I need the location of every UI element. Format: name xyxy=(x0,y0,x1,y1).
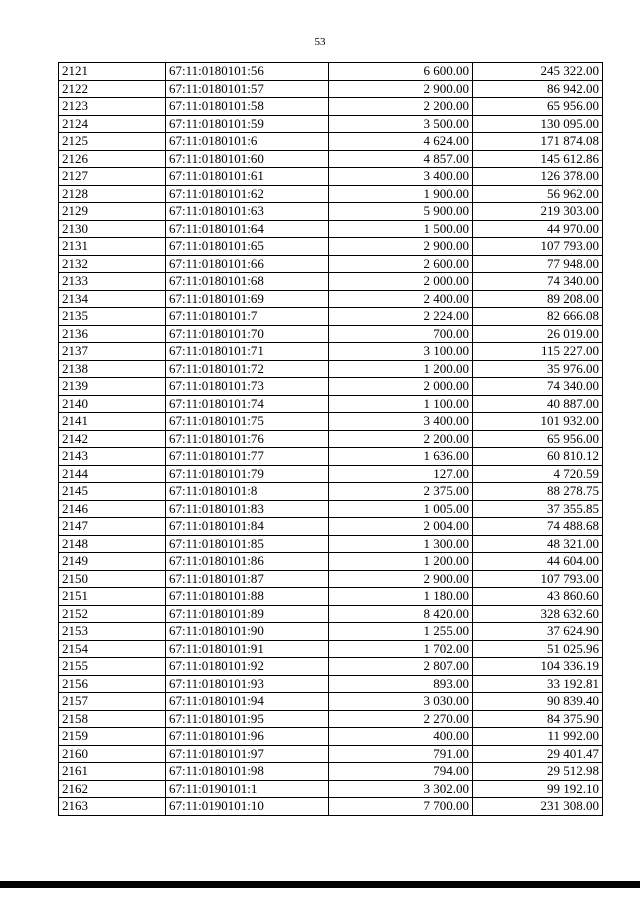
table-row xyxy=(59,150,603,168)
cadastral-number-cell: 67:11:0180101:79 xyxy=(166,465,329,483)
table-row xyxy=(59,640,603,658)
area-cell: 4 624.00 xyxy=(329,133,473,151)
area-cell: 7 700.00 xyxy=(329,798,473,816)
area-cell: 3 030.00 xyxy=(329,693,473,711)
row-index-cell: 2160 xyxy=(59,745,166,763)
value-cell: 104 336.19 xyxy=(473,658,603,676)
row-index-cell: 2127 xyxy=(59,168,166,186)
table-row xyxy=(59,745,603,763)
row-index-cell: 2146 xyxy=(59,500,166,518)
value-cell: 4 720.59 xyxy=(473,465,603,483)
area-cell: 2 200.00 xyxy=(329,98,473,116)
row-index-cell: 2161 xyxy=(59,763,166,781)
cadastral-number-cell: 67:11:0190101:10 xyxy=(166,798,329,816)
area-cell: 3 400.00 xyxy=(329,413,473,431)
value-cell: 107 793.00 xyxy=(473,238,603,256)
table-row xyxy=(59,798,603,816)
cadastral-number-cell: 67:11:0180101:73 xyxy=(166,378,329,396)
row-index-cell: 2156 xyxy=(59,675,166,693)
area-cell: 893.00 xyxy=(329,675,473,693)
cadastral-number-cell: 67:11:0180101:94 xyxy=(166,693,329,711)
row-index-cell: 2143 xyxy=(59,448,166,466)
table-row xyxy=(59,518,603,536)
row-index-cell: 2134 xyxy=(59,290,166,308)
table-row xyxy=(59,360,603,378)
cadastral-number-cell: 67:11:0180101:84 xyxy=(166,518,329,536)
cadastral-number-cell: 67:11:0180101:63 xyxy=(166,203,329,221)
row-index-cell: 2149 xyxy=(59,553,166,571)
value-cell: 60 810.12 xyxy=(473,448,603,466)
cadastral-number-cell: 67:11:0180101:57 xyxy=(166,80,329,98)
row-index-cell: 2139 xyxy=(59,378,166,396)
value-cell: 107 793.00 xyxy=(473,570,603,588)
table-row xyxy=(59,290,603,308)
table-row xyxy=(59,308,603,326)
area-cell: 1 100.00 xyxy=(329,395,473,413)
value-cell: 51 025.96 xyxy=(473,640,603,658)
area-cell: 794.00 xyxy=(329,763,473,781)
area-cell: 3 100.00 xyxy=(329,343,473,361)
value-cell: 48 321.00 xyxy=(473,535,603,553)
row-index-cell: 2153 xyxy=(59,623,166,641)
row-index-cell: 2145 xyxy=(59,483,166,501)
cadastral-number-cell: 67:11:0180101:75 xyxy=(166,413,329,431)
area-cell: 3 302.00 xyxy=(329,780,473,798)
cadastral-number-cell: 67:11:0180101:64 xyxy=(166,220,329,238)
cadastral-number-cell: 67:11:0180101:68 xyxy=(166,273,329,291)
value-cell: 86 942.00 xyxy=(473,80,603,98)
value-cell: 29 401.47 xyxy=(473,745,603,763)
value-cell: 77 948.00 xyxy=(473,255,603,273)
area-cell: 2 200.00 xyxy=(329,430,473,448)
value-cell: 44 604.00 xyxy=(473,553,603,571)
area-cell: 6 600.00 xyxy=(329,63,473,81)
value-cell: 35 976.00 xyxy=(473,360,603,378)
row-index-cell: 2131 xyxy=(59,238,166,256)
table-row xyxy=(59,133,603,151)
value-cell: 40 887.00 xyxy=(473,395,603,413)
table-row xyxy=(59,325,603,343)
row-index-cell: 2152 xyxy=(59,605,166,623)
row-index-cell: 2163 xyxy=(59,798,166,816)
area-cell: 2 900.00 xyxy=(329,80,473,98)
value-cell: 219 303.00 xyxy=(473,203,603,221)
value-cell: 328 632.60 xyxy=(473,605,603,623)
row-index-cell: 2138 xyxy=(59,360,166,378)
value-cell: 130 095.00 xyxy=(473,115,603,133)
table-row xyxy=(59,658,603,676)
value-cell: 171 874.08 xyxy=(473,133,603,151)
table-row xyxy=(59,500,603,518)
row-index-cell: 2129 xyxy=(59,203,166,221)
value-cell: 84 375.90 xyxy=(473,710,603,728)
value-cell: 29 512.98 xyxy=(473,763,603,781)
row-index-cell: 2126 xyxy=(59,150,166,168)
table-row xyxy=(59,168,603,186)
cadastral-number-cell: 67:11:0180101:70 xyxy=(166,325,329,343)
cadastral-number-cell: 67:11:0180101:98 xyxy=(166,763,329,781)
row-index-cell: 2132 xyxy=(59,255,166,273)
value-cell: 11 992.00 xyxy=(473,728,603,746)
area-cell: 2 900.00 xyxy=(329,238,473,256)
row-index-cell: 2159 xyxy=(59,728,166,746)
cadastral-number-cell: 67:11:0180101:62 xyxy=(166,185,329,203)
row-index-cell: 2133 xyxy=(59,273,166,291)
row-index-cell: 2142 xyxy=(59,430,166,448)
area-cell: 1 300.00 xyxy=(329,535,473,553)
cadastral-number-cell: 67:11:0180101:85 xyxy=(166,535,329,553)
table-row xyxy=(59,553,603,571)
value-cell: 56 962.00 xyxy=(473,185,603,203)
cadastral-number-cell: 67:11:0180101:92 xyxy=(166,658,329,676)
cadastral-number-cell: 67:11:0180101:8 xyxy=(166,483,329,501)
row-index-cell: 2144 xyxy=(59,465,166,483)
value-cell: 115 227.00 xyxy=(473,343,603,361)
value-cell: 101 932.00 xyxy=(473,413,603,431)
area-cell: 8 420.00 xyxy=(329,605,473,623)
row-index-cell: 2155 xyxy=(59,658,166,676)
row-index-cell: 2157 xyxy=(59,693,166,711)
row-index-cell: 2151 xyxy=(59,588,166,606)
value-cell: 145 612.86 xyxy=(473,150,603,168)
row-index-cell: 2137 xyxy=(59,343,166,361)
row-index-cell: 2123 xyxy=(59,98,166,116)
area-cell: 2 900.00 xyxy=(329,570,473,588)
table-row xyxy=(59,203,603,221)
page-number: 53 xyxy=(314,36,326,48)
cadastral-number-cell: 67:11:0180101:91 xyxy=(166,640,329,658)
value-cell: 74 340.00 xyxy=(473,273,603,291)
area-cell: 5 900.00 xyxy=(329,203,473,221)
cadastral-number-cell: 67:11:0180101:89 xyxy=(166,605,329,623)
cadastral-number-cell: 67:11:0180101:61 xyxy=(166,168,329,186)
table-row xyxy=(59,395,603,413)
area-cell: 2 400.00 xyxy=(329,290,473,308)
row-index-cell: 2158 xyxy=(59,710,166,728)
table-row xyxy=(59,728,603,746)
cadastral-number-cell: 67:11:0180101:56 xyxy=(166,63,329,81)
row-index-cell: 2128 xyxy=(59,185,166,203)
table-row xyxy=(59,63,603,81)
area-cell: 791.00 xyxy=(329,745,473,763)
table-row xyxy=(59,220,603,238)
area-cell: 1 180.00 xyxy=(329,588,473,606)
value-cell: 37 355.85 xyxy=(473,500,603,518)
value-cell: 44 970.00 xyxy=(473,220,603,238)
area-cell: 1 200.00 xyxy=(329,553,473,571)
value-cell: 74 488.68 xyxy=(473,518,603,536)
footer-rule xyxy=(0,881,640,888)
cadastral-number-cell: 67:11:0180101:74 xyxy=(166,395,329,413)
area-cell: 2 375.00 xyxy=(329,483,473,501)
cadastral-number-cell: 67:11:0180101:72 xyxy=(166,360,329,378)
table-row xyxy=(59,535,603,553)
row-index-cell: 2147 xyxy=(59,518,166,536)
cadastral-number-cell: 67:11:0180101:7 xyxy=(166,308,329,326)
cadastral-number-cell: 67:11:0180101:83 xyxy=(166,500,329,518)
table-row xyxy=(59,675,603,693)
value-cell: 245 322.00 xyxy=(473,63,603,81)
area-cell: 1 005.00 xyxy=(329,500,473,518)
cadastral-number-cell: 67:11:0190101:1 xyxy=(166,780,329,798)
area-cell: 4 857.00 xyxy=(329,150,473,168)
value-cell: 37 624.90 xyxy=(473,623,603,641)
row-index-cell: 2148 xyxy=(59,535,166,553)
table-row xyxy=(59,570,603,588)
table-row xyxy=(59,710,603,728)
row-index-cell: 2130 xyxy=(59,220,166,238)
row-index-cell: 2141 xyxy=(59,413,166,431)
cadastral-number-cell: 67:11:0180101:76 xyxy=(166,430,329,448)
cadastral-number-cell: 67:11:0180101:90 xyxy=(166,623,329,641)
area-cell: 1 200.00 xyxy=(329,360,473,378)
value-cell: 74 340.00 xyxy=(473,378,603,396)
cadastral-number-cell: 67:11:0180101:59 xyxy=(166,115,329,133)
cadastral-table xyxy=(58,62,603,816)
area-cell: 127.00 xyxy=(329,465,473,483)
area-cell: 1 500.00 xyxy=(329,220,473,238)
cadastral-number-cell: 67:11:0180101:71 xyxy=(166,343,329,361)
cadastral-number-cell: 67:11:0180101:96 xyxy=(166,728,329,746)
row-index-cell: 2124 xyxy=(59,115,166,133)
row-index-cell: 2136 xyxy=(59,325,166,343)
value-cell: 231 308.00 xyxy=(473,798,603,816)
table-row xyxy=(59,693,603,711)
table-body xyxy=(59,63,603,816)
cadastral-number-cell: 67:11:0180101:97 xyxy=(166,745,329,763)
table-row xyxy=(59,273,603,291)
row-index-cell: 2162 xyxy=(59,780,166,798)
area-cell: 700.00 xyxy=(329,325,473,343)
value-cell: 65 956.00 xyxy=(473,430,603,448)
value-cell: 90 839.40 xyxy=(473,693,603,711)
row-index-cell: 2140 xyxy=(59,395,166,413)
table-row xyxy=(59,780,603,798)
area-cell: 1 636.00 xyxy=(329,448,473,466)
area-cell: 2 807.00 xyxy=(329,658,473,676)
table-row xyxy=(59,623,603,641)
row-index-cell: 2122 xyxy=(59,80,166,98)
table-row xyxy=(59,238,603,256)
cadastral-number-cell: 67:11:0180101:77 xyxy=(166,448,329,466)
area-cell: 3 500.00 xyxy=(329,115,473,133)
cadastral-number-cell: 67:11:0180101:88 xyxy=(166,588,329,606)
table-row xyxy=(59,98,603,116)
table-row xyxy=(59,115,603,133)
table-row xyxy=(59,483,603,501)
row-index-cell: 2150 xyxy=(59,570,166,588)
cadastral-number-cell: 67:11:0180101:69 xyxy=(166,290,329,308)
value-cell: 88 278.75 xyxy=(473,483,603,501)
table-row xyxy=(59,255,603,273)
table-row xyxy=(59,465,603,483)
row-index-cell: 2135 xyxy=(59,308,166,326)
value-cell: 65 956.00 xyxy=(473,98,603,116)
area-cell: 1 900.00 xyxy=(329,185,473,203)
cadastral-number-cell: 67:11:0180101:93 xyxy=(166,675,329,693)
value-cell: 26 019.00 xyxy=(473,325,603,343)
cadastral-number-cell: 67:11:0180101:6 xyxy=(166,133,329,151)
table-row xyxy=(59,413,603,431)
cadastral-number-cell: 67:11:0180101:65 xyxy=(166,238,329,256)
row-index-cell: 2121 xyxy=(59,63,166,81)
value-cell: 43 860.60 xyxy=(473,588,603,606)
value-cell: 99 192.10 xyxy=(473,780,603,798)
area-cell: 2 600.00 xyxy=(329,255,473,273)
cadastral-number-cell: 67:11:0180101:95 xyxy=(166,710,329,728)
cadastral-number-cell: 67:11:0180101:58 xyxy=(166,98,329,116)
table-row xyxy=(59,448,603,466)
area-cell: 2 270.00 xyxy=(329,710,473,728)
table-row xyxy=(59,378,603,396)
row-index-cell: 2154 xyxy=(59,640,166,658)
cadastral-number-cell: 67:11:0180101:86 xyxy=(166,553,329,571)
value-cell: 33 192.81 xyxy=(473,675,603,693)
value-cell: 82 666.08 xyxy=(473,308,603,326)
table-row xyxy=(59,588,603,606)
table-row xyxy=(59,80,603,98)
cadastral-number-cell: 67:11:0180101:66 xyxy=(166,255,329,273)
area-cell: 1 255.00 xyxy=(329,623,473,641)
area-cell: 2 000.00 xyxy=(329,273,473,291)
table-row xyxy=(59,343,603,361)
value-cell: 89 208.00 xyxy=(473,290,603,308)
area-cell: 2 000.00 xyxy=(329,378,473,396)
area-cell: 3 400.00 xyxy=(329,168,473,186)
value-cell: 126 378.00 xyxy=(473,168,603,186)
area-cell: 400.00 xyxy=(329,728,473,746)
table-row xyxy=(59,605,603,623)
row-index-cell: 2125 xyxy=(59,133,166,151)
table-row xyxy=(59,430,603,448)
area-cell: 2 004.00 xyxy=(329,518,473,536)
table-row xyxy=(59,185,603,203)
cadastral-number-cell: 67:11:0180101:87 xyxy=(166,570,329,588)
area-cell: 2 224.00 xyxy=(329,308,473,326)
area-cell: 1 702.00 xyxy=(329,640,473,658)
cadastral-number-cell: 67:11:0180101:60 xyxy=(166,150,329,168)
table-row xyxy=(59,763,603,781)
